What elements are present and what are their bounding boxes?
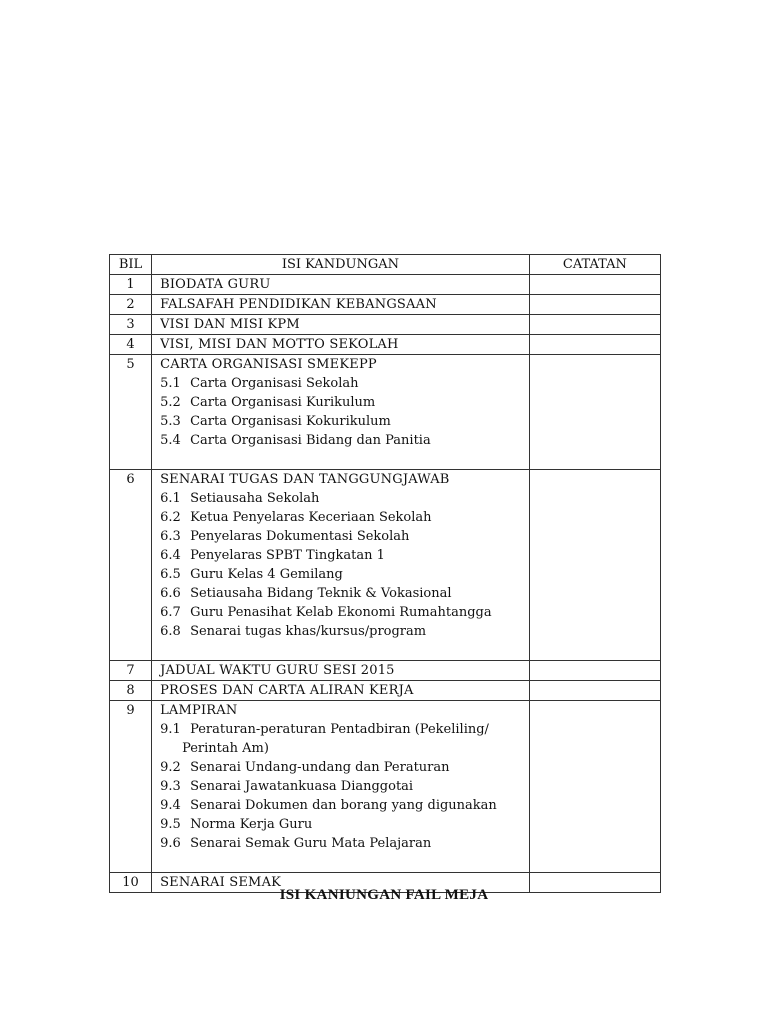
sub-item-number: 6.6 xyxy=(160,586,181,601)
row-spacer xyxy=(160,641,529,660)
row-catatan-cell xyxy=(529,335,660,355)
row-title: VISI DAN MISI KPM xyxy=(160,317,300,332)
sub-item-text: Senarai tugas khas/kursus/program xyxy=(190,624,427,639)
sub-item-number: 6.2 xyxy=(160,510,181,525)
sub-item xyxy=(160,393,529,412)
row-content xyxy=(152,315,530,335)
table-row xyxy=(110,661,661,681)
sub-item xyxy=(160,489,529,508)
document-title: ISI KANIUNGAN FAIL MEJA xyxy=(279,887,489,903)
row-title: PROSES DAN CARTA ALIRAN KERJA xyxy=(160,683,414,698)
sub-item-number: 6.4 xyxy=(160,548,181,563)
sub-item-number: 9.1 xyxy=(160,722,181,737)
sub-item-number: 5.1 xyxy=(160,376,181,391)
sub-item xyxy=(160,431,529,450)
sub-item xyxy=(160,622,529,641)
row-number: 10 xyxy=(110,873,152,893)
sub-item xyxy=(160,815,529,834)
row-content xyxy=(152,661,530,681)
row-number: 6 xyxy=(110,470,152,661)
table-row xyxy=(110,681,661,701)
row-title: CARTA ORGANISASI SMEKEPP xyxy=(160,357,377,372)
row-catatan-cell xyxy=(529,315,660,335)
row-catatan-cell xyxy=(529,661,660,681)
row-content xyxy=(152,335,530,355)
row-title: FALSAFAH PENDIDIKAN KEBANGSAAN xyxy=(160,297,437,312)
row-catatan-cell xyxy=(529,355,660,470)
row-title: LAMPIRAN xyxy=(160,703,238,718)
sub-item xyxy=(160,584,529,603)
row-title: SENARAI TUGAS DAN TANGGUNGJAWAB xyxy=(160,472,450,487)
sub-item-number: 9.2 xyxy=(160,760,181,775)
table-row xyxy=(110,295,661,315)
sub-item-text: Senarai Undang-undang dan Peraturan xyxy=(190,760,450,775)
sub-item-text: Ketua Penyelaras Keceriaan Sekolah xyxy=(190,510,432,525)
row-content xyxy=(152,355,530,470)
sub-item xyxy=(160,834,529,853)
sub-item xyxy=(160,777,529,796)
sub-item-number: 6.8 xyxy=(160,624,181,639)
sub-item xyxy=(160,603,529,622)
contents-table xyxy=(109,254,661,893)
sub-item xyxy=(160,796,529,815)
row-title: VISI, MISI DAN MOTTO SEKOLAH xyxy=(160,337,399,352)
sub-item-number: 6.5 xyxy=(160,567,181,582)
row-spacer xyxy=(160,853,529,872)
row-spacer xyxy=(160,450,529,469)
sub-item-text: Setiausaha Sekolah xyxy=(190,491,320,506)
sub-item xyxy=(160,565,529,584)
row-catatan-cell xyxy=(529,681,660,701)
header-catatan: CATATAN xyxy=(529,255,660,275)
row-content xyxy=(152,681,530,701)
row-number: 5 xyxy=(110,355,152,470)
table-row xyxy=(110,275,661,295)
sub-item xyxy=(160,508,529,527)
sub-item-text: Carta Organisasi Bidang dan Panitia xyxy=(190,433,431,448)
sub-item-text: Penyelaras SPBT Tingkatan 1 xyxy=(190,548,385,563)
row-title: BIODATA GURU xyxy=(160,277,271,292)
sub-item xyxy=(160,412,529,431)
sub-item-text: Guru Penasihat Kelab Ekonomi Rumahtangga xyxy=(190,605,492,620)
table-header-row xyxy=(110,255,661,275)
sub-item-text: Senarai Jawatankuasa Dianggotai xyxy=(190,779,414,794)
sub-item-number: 6.3 xyxy=(160,529,181,544)
header-bil: BIL xyxy=(110,255,152,275)
row-content xyxy=(152,470,530,661)
sub-item-text: Norma Kerja Guru xyxy=(190,817,313,832)
row-title: JADUAL WAKTU GURU SESI 2015 xyxy=(160,663,395,678)
sub-item-text: Guru Kelas 4 Gemilang xyxy=(190,567,343,582)
row-number: 8 xyxy=(110,681,152,701)
sub-item-text: Peraturan-peraturan Pentadbiran (Pekeliling/ xyxy=(190,722,489,737)
sub-item-text: Carta Organisasi Kurikulum xyxy=(190,395,376,410)
row-catatan-cell xyxy=(529,295,660,315)
sub-item-text: Penyelaras Dokumentasi Sekolah xyxy=(190,529,410,544)
sub-item-text: Senarai Semak Guru Mata Pelajaran xyxy=(190,836,432,851)
row-catatan-cell xyxy=(529,701,660,873)
sub-item-number: 6.1 xyxy=(160,491,181,506)
row-title: SENARAI SEMAK xyxy=(160,875,282,890)
table-row xyxy=(110,315,661,335)
sub-item-number: 5.4 xyxy=(160,433,181,448)
sub-item-number: 9.3 xyxy=(160,779,181,794)
sub-item-text: Carta Organisasi Sekolah xyxy=(190,376,359,391)
sub-item-text: Carta Organisasi Kokurikulum xyxy=(190,414,391,429)
row-number: 2 xyxy=(110,295,152,315)
row-number: 7 xyxy=(110,661,152,681)
sub-item xyxy=(160,720,529,739)
sub-item-number: 5.3 xyxy=(160,414,181,429)
sub-item-number: 6.7 xyxy=(160,605,181,620)
sub-item-text: Senarai Dokumen dan borang yang digunakan xyxy=(190,798,497,813)
row-content xyxy=(152,275,530,295)
row-number: 4 xyxy=(110,335,152,355)
table-row xyxy=(110,355,661,470)
header-isi-kandungan: ISI KANDUNGAN xyxy=(152,255,530,275)
sub-item xyxy=(160,527,529,546)
row-number: 9 xyxy=(110,701,152,873)
table-row xyxy=(110,335,661,355)
sub-item-number: 5.2 xyxy=(160,395,181,410)
sub-item-number: 9.6 xyxy=(160,836,181,851)
table-row xyxy=(110,701,661,873)
row-number: 3 xyxy=(110,315,152,335)
row-catatan-cell xyxy=(529,470,660,661)
sub-item-number: 9.4 xyxy=(160,798,181,813)
sub-item-continuation: Perintah Am) xyxy=(182,741,269,756)
sub-item xyxy=(160,546,529,565)
sub-item xyxy=(160,758,529,777)
table-row xyxy=(110,470,661,661)
row-content xyxy=(152,701,530,873)
sub-item-text: Setiausaha Bidang Teknik & Vokasional xyxy=(190,586,452,601)
row-content xyxy=(152,295,530,315)
row-number: 1 xyxy=(110,275,152,295)
sub-item-number: 9.5 xyxy=(160,817,181,832)
sub-item xyxy=(160,374,529,393)
row-catatan-cell xyxy=(529,275,660,295)
